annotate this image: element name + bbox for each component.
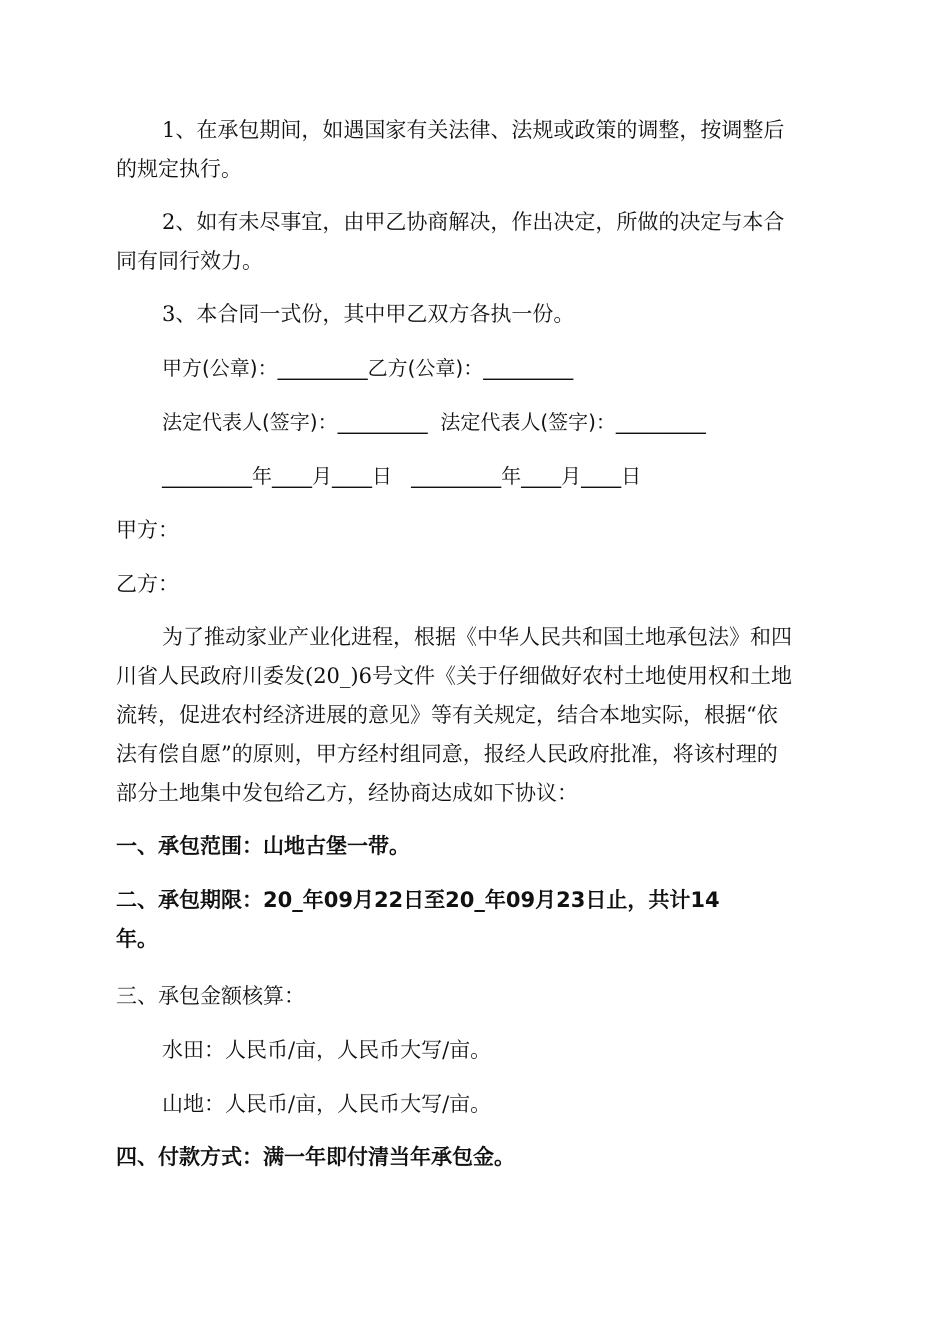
section-3-heading: 三、承包金额核算： — [116, 984, 305, 1008]
preamble-line-4: 法有偿自愿”的原则，甲方经村组同意，报经人民政府批准，将该村理的 — [116, 742, 778, 766]
section-2-heading-line-2: 年。 — [116, 927, 158, 951]
preamble-line-2: 川省人民政府川委发(20_)6号文件《关于仔细做好农村土地使用权和土地 — [116, 664, 792, 688]
section-2-heading-line-1: 二、承包期限：20_年09月22日至20_年09月23日止，共计14 — [116, 888, 720, 912]
clause-3: 3、本合同一式份，其中甲乙双方各执一份。 — [162, 302, 575, 326]
preamble-line-5: 部分土地集中发包给乙方，经协商达成如下协议： — [116, 781, 578, 805]
seal-signature-line: 甲方(公章)：_________乙方(公章)：_________ — [162, 356, 574, 380]
section-1-heading: 一、承包范围：山地古堡一带。 — [116, 834, 410, 858]
clause-2-line-1: 2、如有未尽事宜，由甲乙协商解决，作出决定，所做的决定与本合 — [162, 210, 785, 234]
paddy-field-rate: 水田：人民币/亩，人民币大写/亩。 — [162, 1038, 492, 1062]
party-b-label: 乙方： — [116, 572, 179, 596]
clause-1-line-1: 1、在承包期间，如遇国家有关法律、法规或政策的调整，按调整后 — [162, 118, 785, 142]
preamble-line-3: 流转，促进农村经济进展的意见》等有关规定，结合本地实际，根据“依 — [116, 703, 778, 727]
hill-land-rate: 山地：人民币/亩，人民币大写/亩。 — [162, 1092, 492, 1116]
section-4-heading: 四、付款方式：满一年即付清当年承包金。 — [116, 1145, 515, 1169]
clause-1-line-2: 的规定执行。 — [116, 157, 242, 181]
clause-2-line-2: 同有同行效力。 — [116, 249, 263, 273]
preamble-line-1: 为了推动家业产业化进程，根据《中华人民共和国土地承包法》和四 — [162, 625, 792, 649]
party-a-label: 甲方： — [116, 518, 179, 542]
representative-signature-line: 法定代表人(签字)：_________ 法定代表人(签字)：_________ — [162, 410, 706, 434]
date-line: _________年____月____日 _________年____月____日 — [162, 464, 642, 488]
